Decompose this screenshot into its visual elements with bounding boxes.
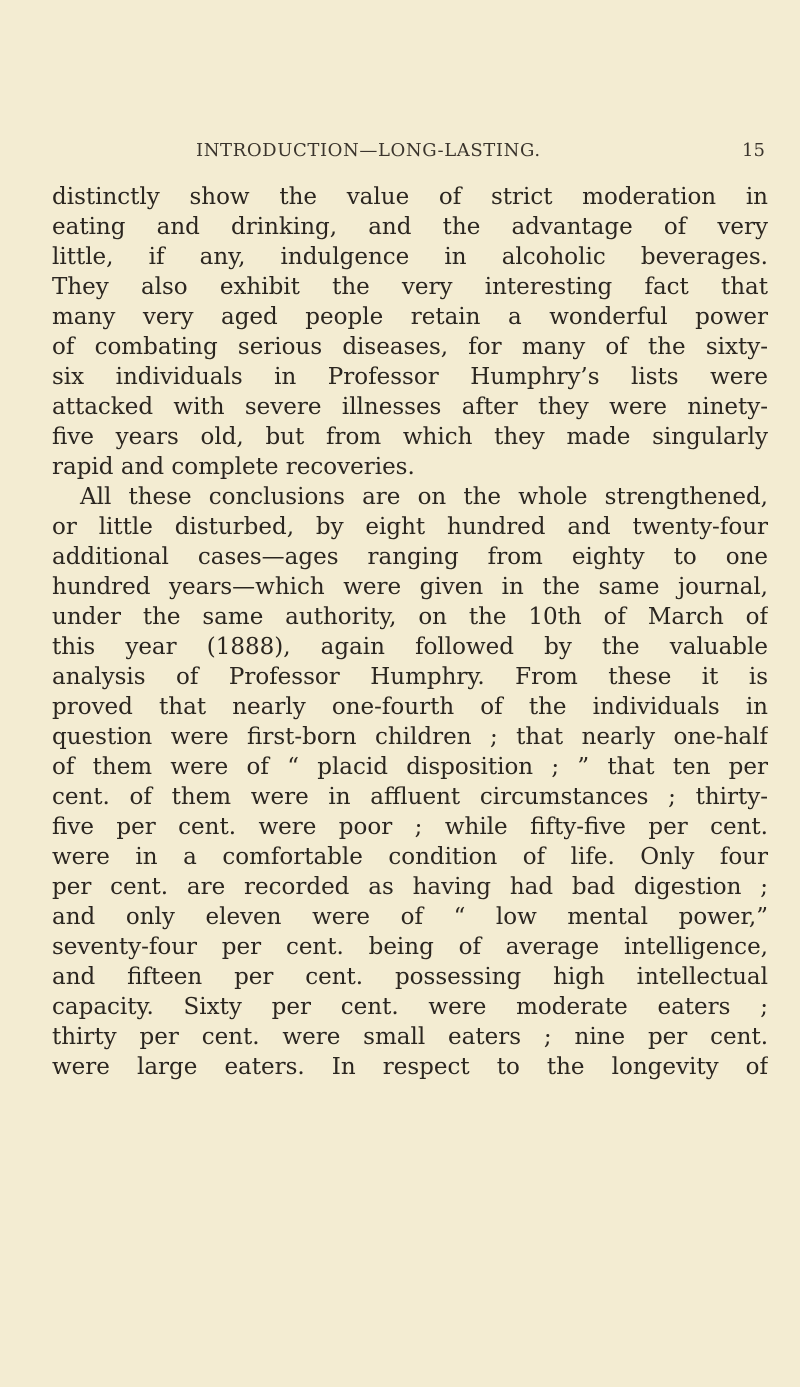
text-line: additional cases—ages ranging from eighty to one: [52, 544, 768, 570]
text-line: cent. of them were in affluent circumstances ; thirty-: [52, 784, 768, 810]
text-line: analysis of Professor Humphry. From these it is: [52, 664, 768, 690]
text-line: five per cent. were poor ; while fifty-five per cent.: [52, 814, 768, 840]
text-line: five years old, but from which they made singularly: [52, 424, 768, 450]
text-line: many very aged people retain a wonderful power: [52, 304, 768, 330]
text-line: distinctly show the value of strict moderation in: [52, 184, 768, 210]
text-line: were large eaters. In respect to the longevity of: [52, 1054, 768, 1080]
text-line: attacked with severe illnesses after they were ninety-: [52, 394, 768, 420]
text-line: or little disturbed, by eight hundred and twenty-four: [52, 514, 768, 540]
text-line: All these conclusions are on the whole strengthened,: [80, 484, 768, 510]
text-line: per cent. are recorded as having had bad digestion ;: [52, 874, 768, 900]
text-line: this year (1888), again followed by the valuable: [52, 634, 768, 660]
text-line: were in a comfortable condition of life. Only four: [52, 844, 768, 870]
text-line: little, if any, indulgence in alcoholic beverages.: [52, 244, 768, 270]
body-text: [52, 182, 768, 1082]
text-line: hundred years—which were given in the same journal,: [52, 574, 768, 600]
text-line: six individuals in Professor Humphry’s lists were: [52, 364, 768, 390]
text-line: under the same authority, on the 10th of March of: [52, 604, 768, 630]
text-line: rapid and complete recoveries.: [52, 454, 415, 480]
running-head: INTRODUCTION—LONG-LASTING.: [196, 140, 541, 161]
text-line: capacity. Sixty per cent. were moderate eaters ;: [52, 994, 768, 1020]
text-line: They also exhibit the very interesting fact that: [52, 274, 768, 300]
text-line: thirty per cent. were small eaters ; nine per cent.: [52, 1024, 768, 1050]
text-line: of them were of “ placid disposition ; ” that ten per: [52, 754, 768, 780]
text-line: eating and drinking, and the advantage of very: [52, 214, 768, 240]
text-line: seventy-four per cent. being of average intelligence,: [52, 934, 768, 960]
text-line: question were first-born children ; that nearly one-half: [52, 724, 768, 750]
text-line: proved that nearly one-fourth of the individuals in: [52, 694, 768, 720]
text-line: and fifteen per cent. possessing high intellectual: [52, 964, 768, 990]
text-line: of combating serious diseases, for many of the sixty-: [52, 334, 768, 360]
page-number: 15: [742, 140, 765, 161]
text-line: and only eleven were of “ low mental power,”: [52, 904, 768, 930]
